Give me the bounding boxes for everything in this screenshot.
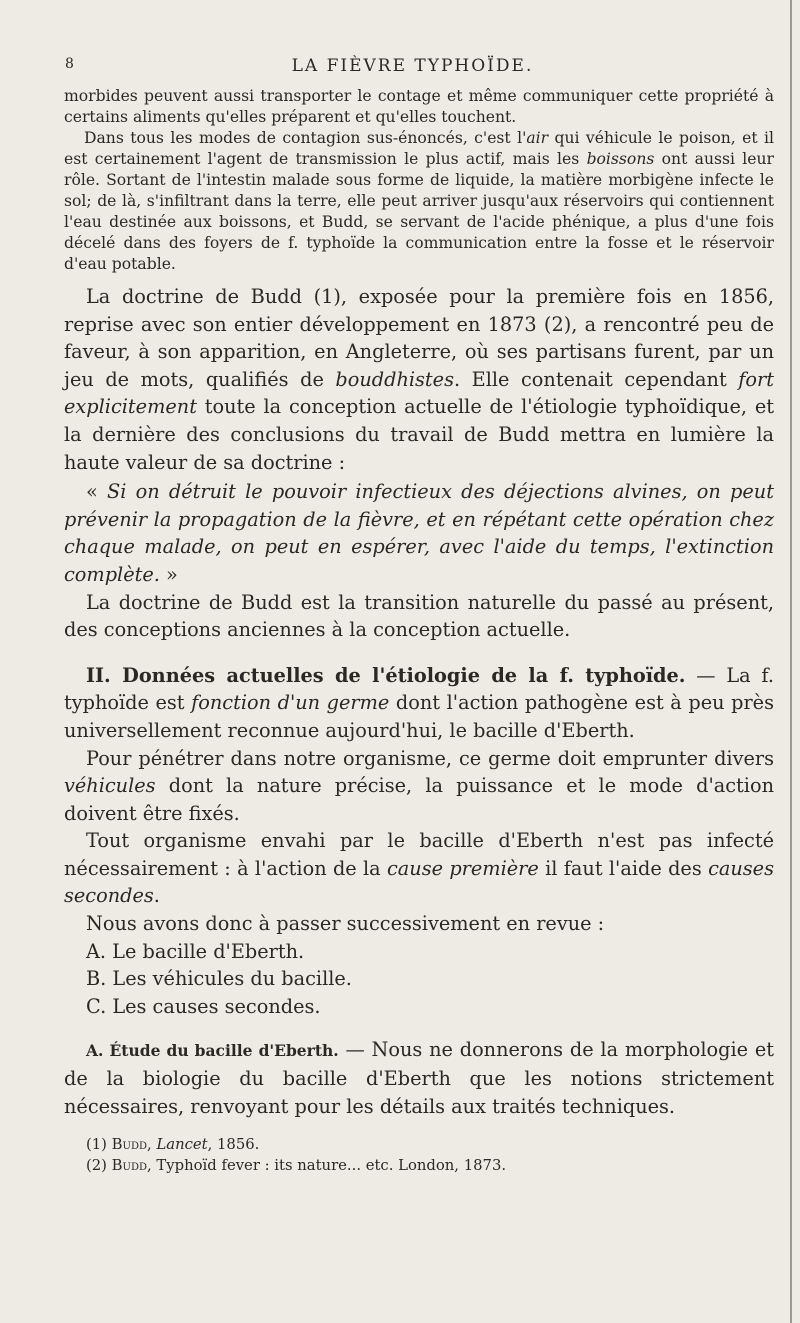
- page-number: 8: [65, 56, 74, 72]
- section-etiologie: II. Données actuelles de l'étiologie de la f. typhoïde. — La f. typhoïde est fonction d'un germe dont l'action pathogène est à peu près universellement reconnue aujourd'hui, le bacille d'Eberth.: [64, 663, 774, 742]
- footnote-1: (1) Budd, Lancet, 1856.: [86, 1136, 260, 1154]
- paragraph-revue: Nous avons donc à passer successivement en revue :: [86, 912, 605, 936]
- list-item: C. Les causes secondes.: [86, 994, 321, 1018]
- paragraph-contagion-continued: morbides peuvent aussi transporter le contage et même communiquer cette propriété à certains aliments qu'elles préparent et qu'elles touchent.: [64, 87, 774, 126]
- paragraph-vehicules: Pour pénétrer dans notre organisme, ce germe doit emprunter divers véhicules dont la nature précise, la puissance et le mode d'action doivent être fixés.: [64, 746, 774, 825]
- running-title: LA FIÈVRE TYPHOÏDE.: [291, 56, 534, 76]
- paragraph-budd-doctrine: La doctrine de Budd (1), exposée pour la première fois en 1856, reprise avec son entier développement en 1873 (2), a rencontré peu de faveur, à son apparition, en Angleterre, où ses partisans furent, par un jeu de mots, qualifiés de bouddhistes. Elle contenait cependant fort explicitement toute la conception actuelle de l'étiologie typhoïdique, et la dernière des conclusions du travail de Budd mettra en lumière la haute valeur de sa doctrine :: [64, 285, 774, 474]
- list-item: A. Le bacille d'Eberth.: [86, 939, 305, 963]
- paragraph-organisme: Tout organisme envahi par le bacille d'Eberth n'est pas infecté nécessairement : à l'action de la cause première il faut l'aide des causes secondes.: [64, 829, 774, 908]
- subsection-bacille: A. Étude du bacille d'Eberth. — Nous ne donnerons de la morphologie et de la biologie du bacille d'Eberth que les notions strictement nécessaires, renvoyant pour les détails aux traités techniques.: [64, 1038, 774, 1118]
- list-item: B. Les véhicules du bacille.: [86, 967, 352, 991]
- page-edge-shadow: [790, 0, 792, 1323]
- paragraph-modes-contagion: Dans tous les modes de contagion sus-énoncés, c'est l'air qui véhicule le poison, et il est certainement l'agent de transmission le plus actif, mais les boissons ont aussi leur rôle. Sortant de l'intestin malade sous forme de liquide, la matière morbigène infecte le sol; de là, s'infiltrant dans la terre, elle peut arriver jusqu'aux réservoirs qui contiennent l'eau destinée aux boissons, et Budd, se servant de l'acide phénique, a plus d'une fois décelé dans des foyers de f. typhoïde la communication entre la fosse et le réservoir d'eau potable.: [64, 129, 774, 273]
- footnote-2: (2) Budd, Typhoïd fever : its nature... etc. London, 1873.: [86, 1157, 507, 1175]
- main-text-section: [64, 283, 774, 1176]
- small-print-section: [64, 86, 774, 275]
- paragraph-transition: La doctrine de Budd est la transition naturelle du passé au présent, des conceptions anciennes à la conception actuelle.: [64, 590, 774, 642]
- subsection-heading: A. Étude du bacille d'Eberth.: [86, 1041, 339, 1061]
- section-heading: II. Données actuelles de l'étiologie de la f. typhoïde.: [86, 663, 686, 687]
- footnotes: [64, 1134, 774, 1176]
- page-header: [65, 56, 760, 80]
- budd-quotation: « Si on détruit le pouvoir infectieux des déjections alvines, on peut prévenir la propagation de la fièvre, et en répétant cette opération chez chaque malade, on peut en espérer, avec l'aide du temps, l'extinction complète. »: [64, 480, 774, 586]
